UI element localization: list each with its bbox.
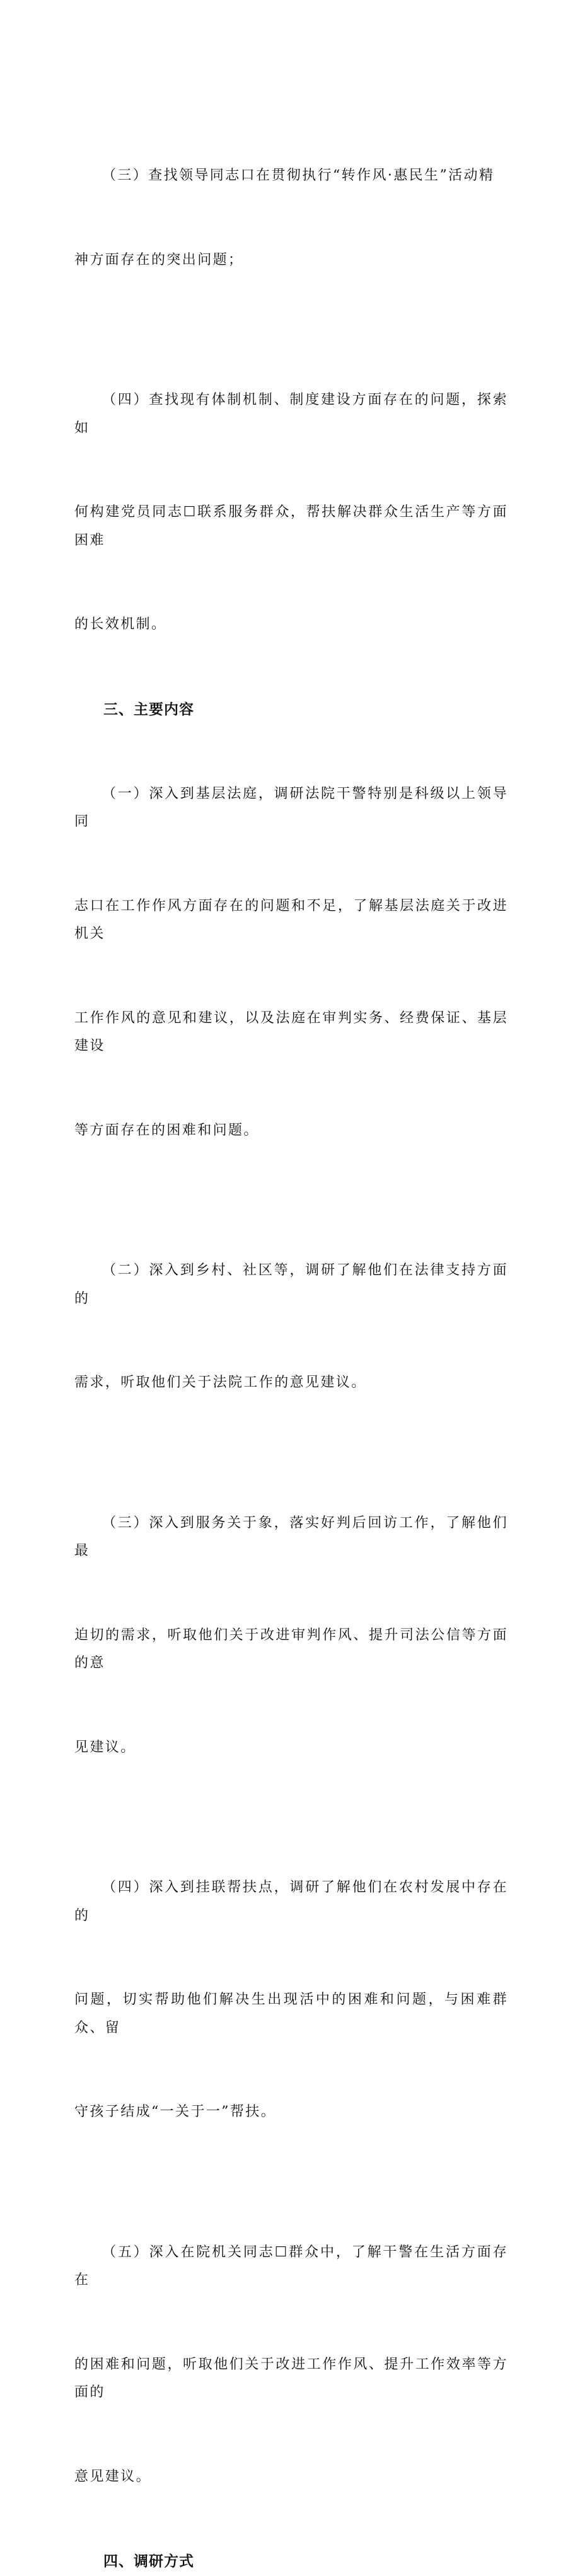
section-heading-research-methods [74,2547,508,2576]
document-body [74,106,508,2576]
paragraph-find-system-problems [74,330,508,695]
paragraph-service-objects [74,1453,508,1818]
text-line: （三）深入到服务关于象，落实好判后回访工作，了解他们最 [74,1515,508,1559]
text-line: 等方面存在的困难和问题。 [74,1122,259,1138]
text-line: （二）深入到乡村、社区等，调研了解他们在法律支持方面的 [74,1262,508,1307]
text-line: 志口在工作作风方面存在的问题和不足，了解基层法庭关于改进机关 [74,898,508,942]
text-line: （三）查找领导同志口在贯彻执行“转作风·惠民生”活动精 [102,168,495,183]
text-line: 见建议。 [74,1739,136,1755]
paragraph-villages-communities [74,1201,508,1453]
text-line: （四）深入到挂联帮扶点，调研了解他们在农村发展中存在的 [74,1880,508,1924]
paragraph-grassroots-courts [74,724,508,1201]
text-line: 迫切的需求，听取他们关于改进审判作风、提升司法公信等方面的意 [74,1627,508,1671]
text-line: 的困难和问题，听取他们关于改进工作作风、提升工作效率等方面的 [74,2356,508,2400]
text-line: 守孩子结成“一关于一”帮扶。 [74,2104,277,2120]
text-line: 何构建党员同志☐联系服务群众，帮扶解决群众生活生产等方面困难 [74,504,508,548]
text-line: （五）深入在院机关同志☐群众中，了解干警在生活方面存在 [74,2244,508,2288]
text-line: 工作作风的意见和建议，以及法庭在审判实务、经费保证、基层建设 [74,1010,508,1054]
text-line: 的长效机制。 [74,616,167,632]
text-line: （一）深入到基层法庭，调研法院干警特别是科级以上领导同 [74,785,508,829]
paragraph-court-staff [74,2183,508,2548]
paragraph-find-leadership-problems [74,106,508,330]
heading-text: 四、调研方式 [103,2553,194,2570]
text-line: 需求，听取他们关于法院工作的意见建议。 [74,1375,367,1390]
heading-text: 三、主要内容 [103,701,194,718]
text-line: 神方面存在的突出问题； [74,251,244,268]
text-line: 意见建议。 [74,2468,152,2485]
text-line: （四）查找现有体制机制、制度建设方面存在的问题，探索如 [74,392,508,436]
section-heading-main-content [74,695,508,724]
paragraph-assistance-points [74,1818,508,2183]
text-line: 问题，切实帮助他们解决生出现活中的困难和问题，与困难群众、留 [74,1992,508,2036]
